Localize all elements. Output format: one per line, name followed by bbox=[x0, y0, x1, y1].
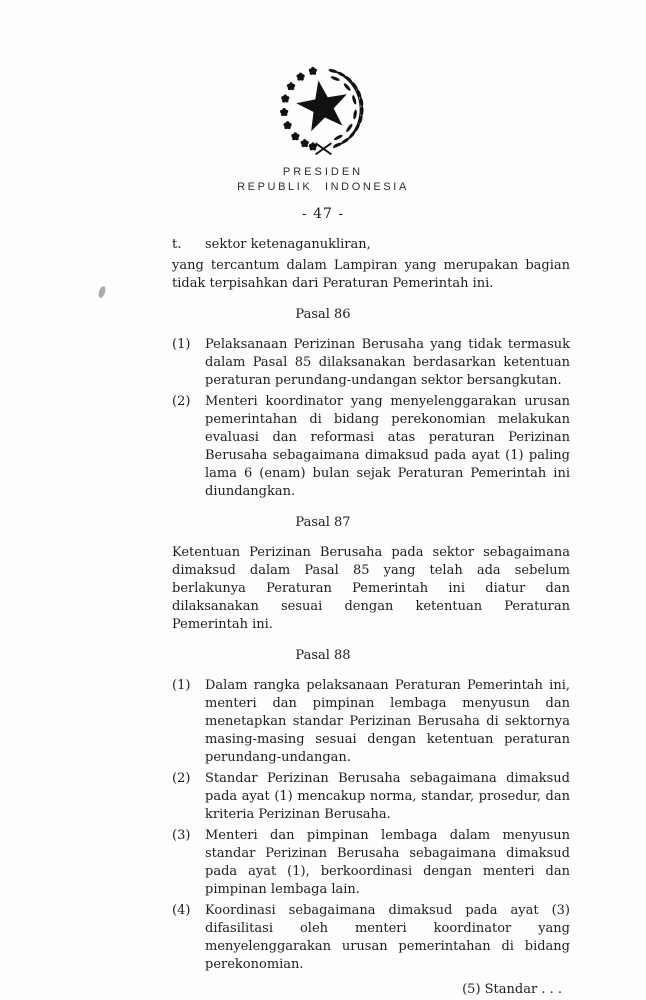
clause-number: (3) bbox=[172, 828, 191, 843]
clause-item bbox=[172, 677, 570, 767]
clause-number: (1) bbox=[172, 678, 191, 693]
scan-artifact bbox=[97, 285, 106, 298]
clause-item bbox=[172, 336, 570, 390]
page-number: - 47 - bbox=[301, 206, 345, 222]
clause-item bbox=[172, 770, 570, 824]
section-heading-pasal-88: Pasal 88 bbox=[295, 648, 351, 663]
clause-text: Dalam rangka pelaksanaan Peraturan Pemerintah ini, menteri dan pimpinan lembaga menyusun dan menetapkan standar Perizinan Berusaha di sektornya masing-masing sesuai dengan ketentuan peraturan perundang-undangan. bbox=[205, 678, 570, 765]
letterhead-presiden: PRESIDEN bbox=[282, 166, 364, 178]
clause-item bbox=[172, 827, 570, 899]
clause-text: Koordinasi sebagaimana dimaksud pada ayat (3) difasilitasi oleh menteri koordinator yang menyelenggarakan urusan pemerintahan di bidang perekonomian. bbox=[205, 903, 570, 972]
letterhead bbox=[0, 0, 646, 193]
list-item-t bbox=[172, 236, 570, 254]
letterhead-republik-indonesia: REPUBLIK INDONESIA bbox=[237, 181, 409, 193]
presidential-emblem-icon bbox=[270, 66, 376, 159]
clause-text: Pelaksanaan Perizinan Berusaha yang tidak termasuk dalam Pasal 85 dilaksanakan berdasarkan ketentuan peraturan perundang-undangan sektor bersangkutan. bbox=[205, 337, 570, 388]
intro-continuation: yang tercantum dalam Lampiran yang merupakan bagian tidak terpisahkan dari Peraturan Pemerintah ini. bbox=[172, 258, 570, 291]
document-body bbox=[172, 236, 570, 999]
clause-number: (2) bbox=[172, 394, 191, 409]
clause-number: (4) bbox=[172, 903, 191, 918]
section-heading-pasal-87: Pasal 87 bbox=[295, 515, 351, 530]
section-paragraph: Ketentuan Perizinan Berusaha pada sektor sebagaimana dimaksud dalam Pasal 85 yang telah ada sebelum berlakunya Peraturan Pemerintah ini diatur dan dilaksanakan sesuai dengan ketentuan Peraturan Pemerintah ini. bbox=[172, 545, 570, 632]
catchword: (5) Standar . . . bbox=[462, 982, 562, 997]
clause-text: Menteri dan pimpinan lembaga dalam menyusun standar Perizinan Berusaha sebagaimana dimaksud pada ayat (1), berkoordinasi dengan menteri dan pimpinan lembaga lain. bbox=[205, 828, 570, 897]
clause-number: (1) bbox=[172, 337, 191, 352]
clause-text: Menteri koordinator yang menyelenggarakan urusan pemerintahan di bidang perekonomian melakukan evaluasi dan reformasi atas peraturan Perizinan Berusaha sebagaimana dimaksud pada ayat (1) paling lama 6 (enam) bulan sejak Peraturan Pemerintah ini diundangkan. bbox=[205, 394, 570, 499]
clause-text: Standar Perizinan Berusaha sebagaimana dimaksud pada ayat (1) mencakup norma, standar, prosedur, dan kriteria Perizinan Berusaha. bbox=[205, 771, 570, 822]
list-item-text: sektor ketenaganukliran, bbox=[205, 237, 371, 252]
list-item-label: t. bbox=[172, 237, 182, 252]
section-heading-pasal-86: Pasal 86 bbox=[295, 307, 351, 322]
clause-number: (2) bbox=[172, 771, 191, 786]
clause-item bbox=[172, 902, 570, 974]
clause-item bbox=[172, 393, 570, 501]
